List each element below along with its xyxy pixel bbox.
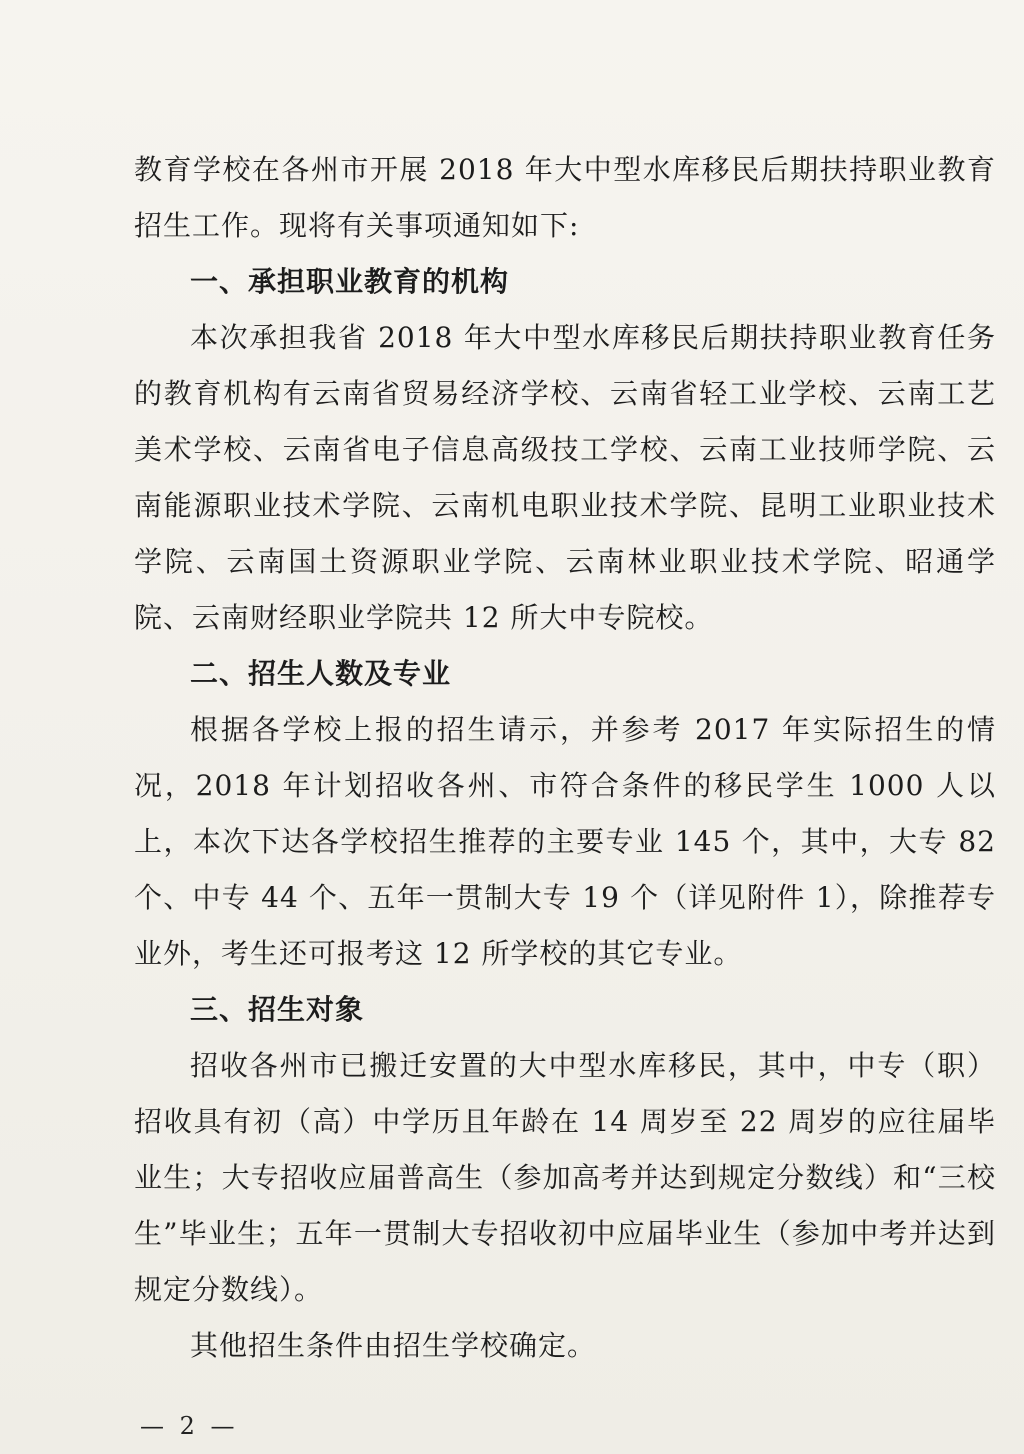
paragraph-intro-continuation: 教育学校在各州市开展 2018 年大中型水库移民后期扶持职业教育招生工作。现将有关事项通知如下: <box>134 153 996 242</box>
page-number: — 2 — <box>140 1412 239 1440</box>
document-body <box>134 142 996 1374</box>
paragraph-enrollment: 根据各学校上报的招生请示，并参考 2017 年实际招生的情况，2018 年计划招收各州、市符合条件的移民学生 1000 人以上，本次下达各学校招生推荐的主要专业 145 个，其中，大专 82 个、中专 44 个、五年一贯制大专 19 个（详见附件 1），除推荐专业外，考生还可报考这 12 所学校的其它专业。 <box>134 713 996 970</box>
paragraph-institutions: 本次承担我省 2018 年大中型水库移民后期扶持职业教育任务的教育机构有云南省贸易经济学校、云南省轻工业学校、云南工艺美术学校、云南省电子信息高级技工学校、云南工业技师学院、云南能源职业技术学院、云南机电职业技术学院、昆明工业职业技术学院、云南国土资源职业学院、云南林业职业技术学院、昭通学院、云南财经职业学院共 12 所大中专院校。 <box>134 321 996 634</box>
section-heading-enrollment: 二、招生人数及专业 <box>190 657 452 690</box>
paragraph-other-conditions: 其他招生条件由招生学校确定。 <box>190 1329 597 1362</box>
section-heading-target: 三、招生对象 <box>190 993 365 1026</box>
paragraph-target: 招收各州市已搬迁安置的大中型水库移民，其中，中专（职）招收具有初（高）中学历且年龄在 14 周岁至 22 周岁的应往届毕业生；大专招收应届普高生（参加高考并达到规定分数线）和“三校生”毕业生；五年一贯制大专招收初中应届毕业生（参加中考并达到规定分数线）。 <box>134 1049 996 1306</box>
section-heading-institutions: 一、承担职业教育的机构 <box>190 265 510 298</box>
